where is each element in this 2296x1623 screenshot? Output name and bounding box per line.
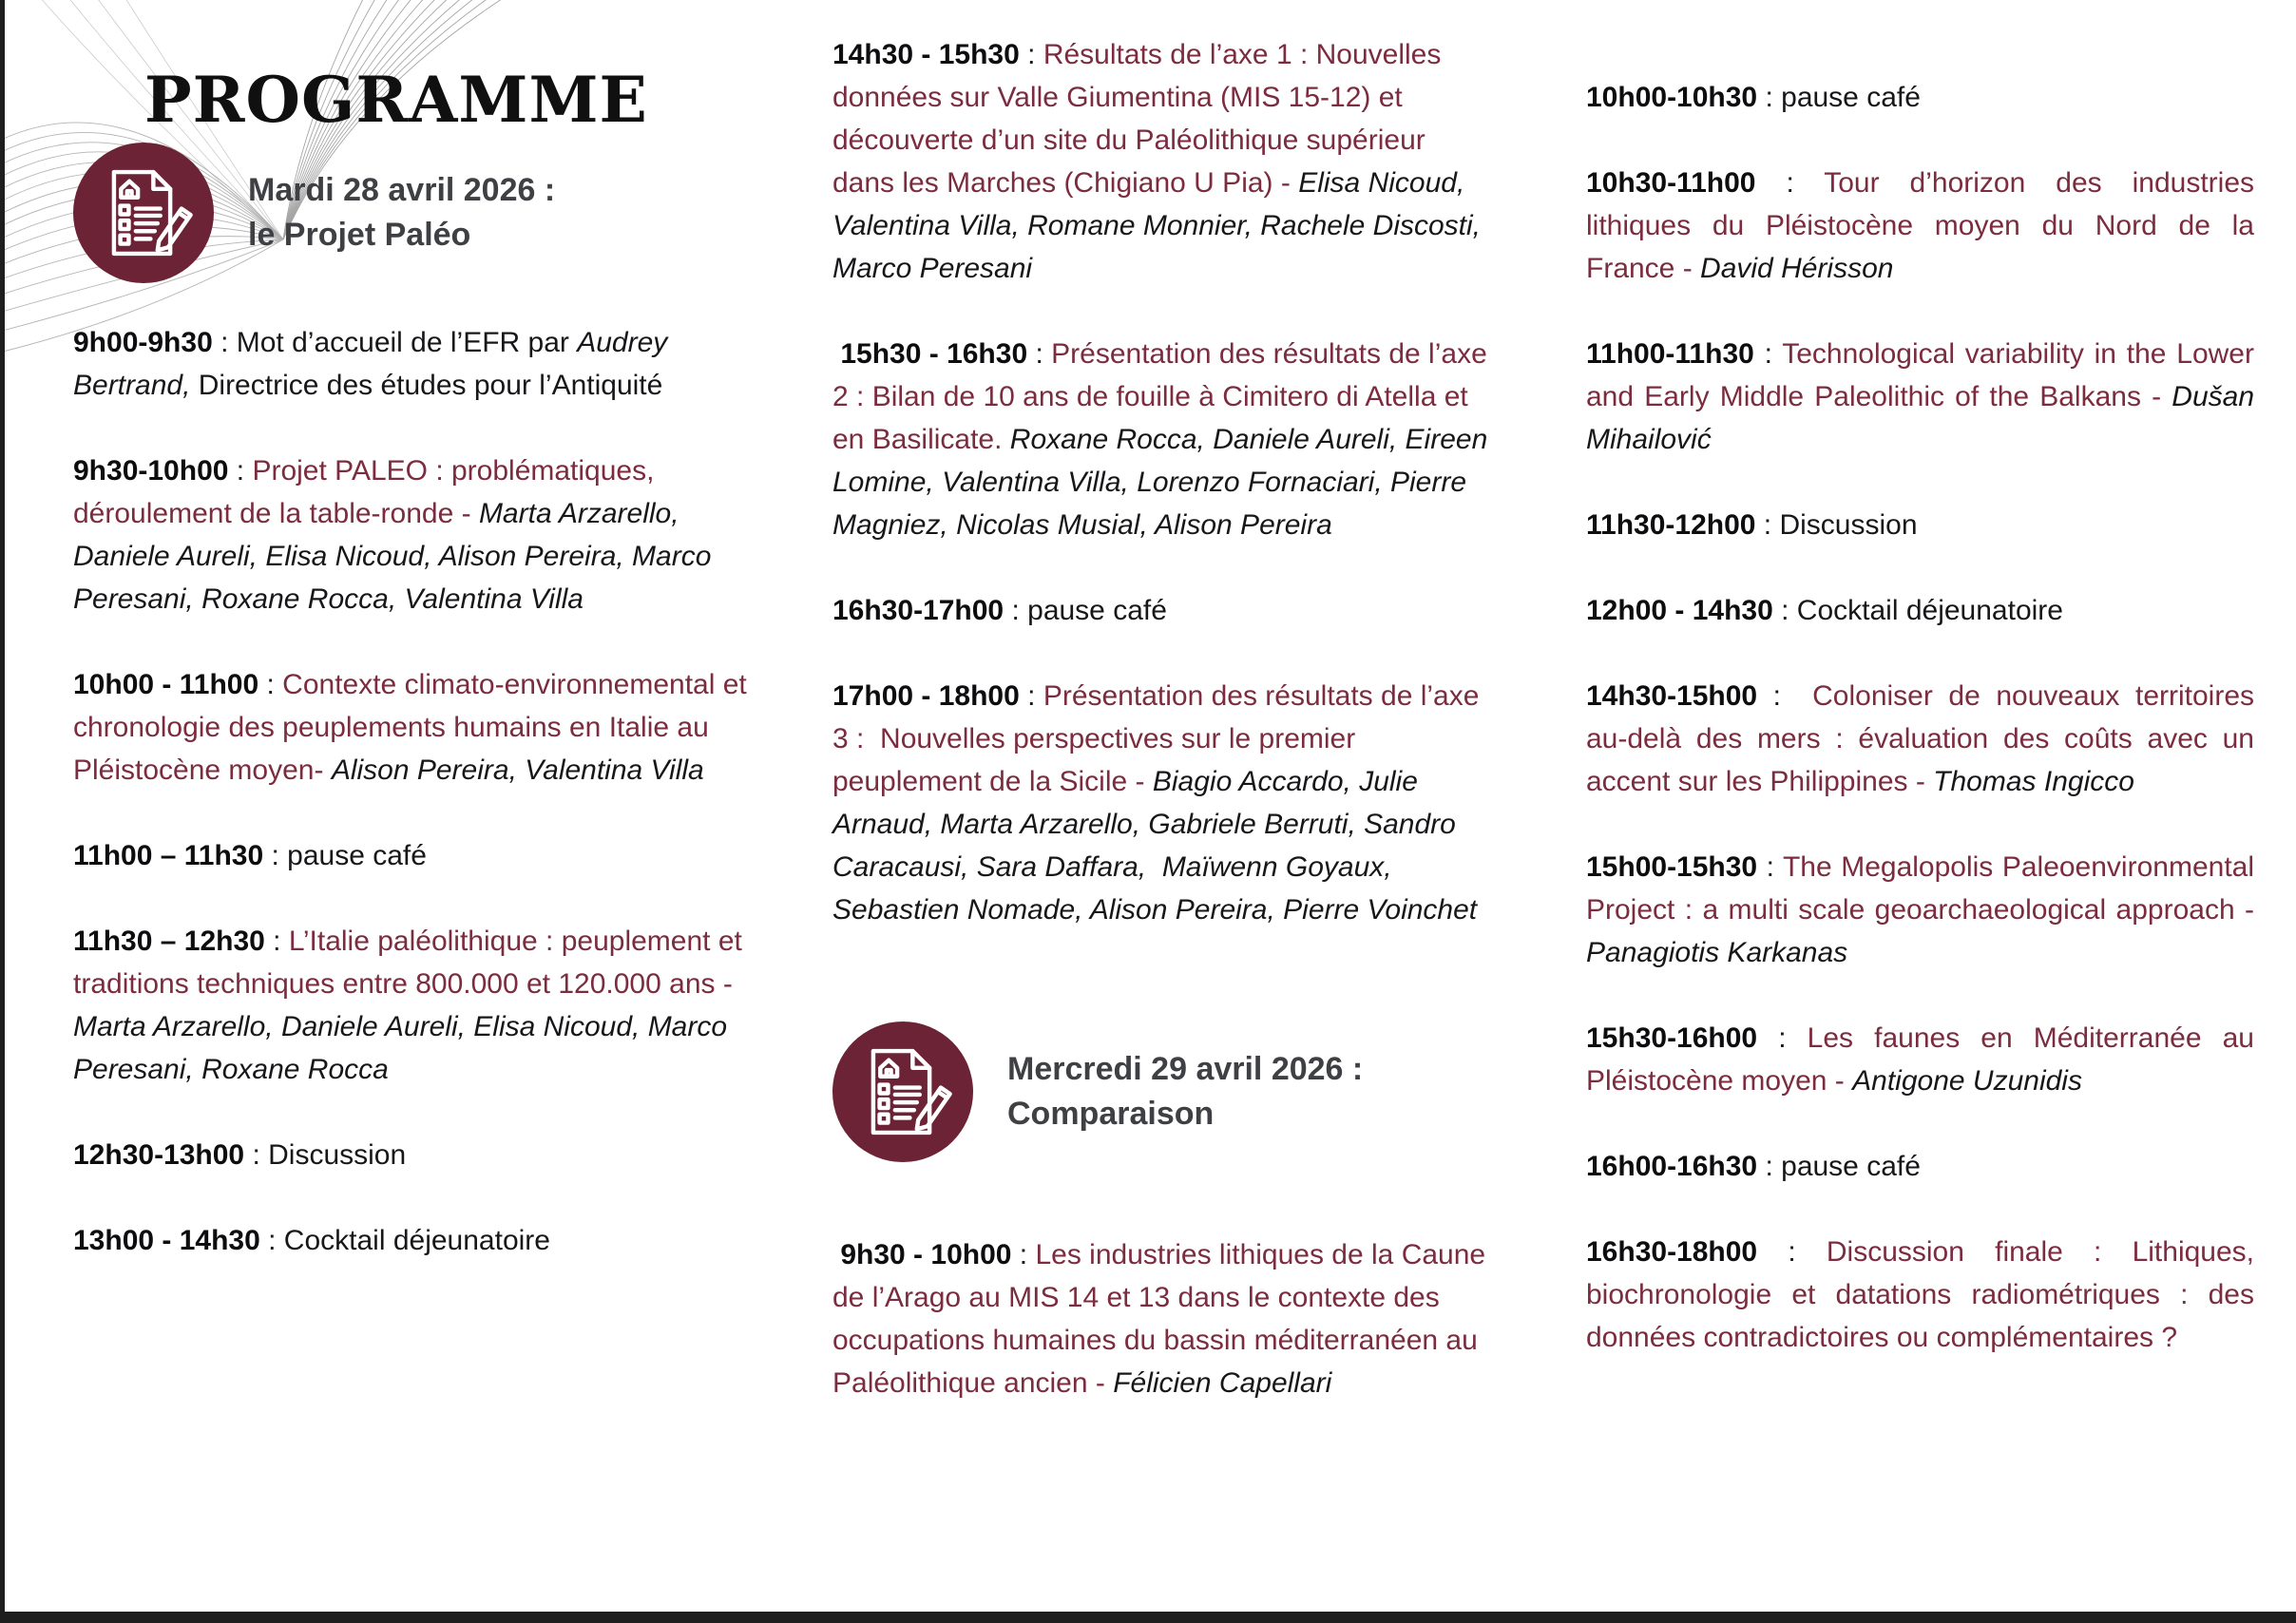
session-topic: Présentation des résultats de l’axe 2 : Bilan de 10 ans de fouille à Cimitero di Atella et en Basilicate.: [832, 338, 1496, 455]
session-time: 11h30 – 12h30: [73, 926, 265, 957]
session-block: [73, 1134, 760, 1176]
session-time: 10h30-11h00: [1586, 167, 1756, 199]
sessions-col2-morning: [832, 33, 1496, 931]
session-block: [73, 834, 760, 877]
session-speakers: Thomas Ingicco: [1933, 766, 2134, 797]
session-text: :: [1757, 1236, 1827, 1268]
session-time: 9h30 - 10h00: [832, 1239, 1012, 1270]
sessions-col1: [73, 321, 760, 1262]
session-time: 9h30-10h00: [73, 455, 229, 487]
session-block: [1586, 333, 2263, 461]
session-block: [832, 589, 1492, 632]
day-header-mercredi: [832, 1022, 1492, 1162]
session-topic: Présentation des résultats de l’axe 3 : Nouvelles perspectives sur le premier peuplement de la Sicile -: [832, 680, 1487, 797]
session-time: 11h30-12h00: [1586, 509, 1756, 541]
session-topic: Les industries lithiques de la Caune de l’Arago au MIS 14 et 13 dans le contexte des occupations humaines du bassin méditerranéen au Paléolithique ancien -: [832, 1239, 1494, 1399]
session-text: :: [1019, 680, 1043, 712]
session-block: [1586, 1017, 2263, 1102]
session-block: [73, 449, 760, 621]
session-block: [832, 333, 1496, 546]
session-text: :: [1757, 851, 1783, 883]
session-block: [1586, 846, 2263, 974]
session-text: : pause café: [1757, 1151, 1921, 1182]
session-block: [832, 33, 1492, 290]
session-speakers: Elisa Nicoud, Valentina Villa, Romane Monnier, Rachele Discosti, Marco Peresani: [832, 167, 1489, 284]
session-speakers: Marta Arzarello, Daniele Aureli, Elisa Nicoud, Alison Pereira, Marco Peresani, Roxane Rocca, Valentina Villa: [73, 498, 719, 615]
session-block: [832, 675, 1492, 931]
session-speakers: Panagiotis Karkanas: [1586, 937, 1848, 968]
day-title-line1: Mardi 28 avril 2026 :: [248, 172, 556, 208]
session-topic: The Megalopolis Paleoenvironmental Project : a multi scale geoarchaeological approach -: [1586, 851, 2263, 926]
session-block: [73, 1219, 760, 1262]
session-time: 16h30-18h00: [1586, 1236, 1758, 1268]
session-text: : Cocktail déjeunatoire: [259, 1225, 550, 1256]
session-time: 16h30-17h00: [832, 595, 1004, 626]
session-speakers: Dušan Mihailović: [1586, 381, 2263, 455]
session-block: [73, 321, 760, 407]
session-text: :: [228, 455, 253, 487]
column-2: [832, 0, 1496, 1447]
session-time: 15h30-16h00: [1586, 1022, 1758, 1054]
session-time: 13h00 - 14h30: [73, 1225, 260, 1256]
session-text: : pause café: [263, 840, 427, 871]
session-block: [73, 663, 760, 792]
sessions-col2-afternoon: [832, 1233, 1492, 1404]
session-time: 12h30-13h00: [73, 1139, 245, 1171]
session-text: Directrice des études pour l’Antiquité: [190, 370, 663, 401]
day-title-mardi: [248, 168, 555, 258]
session-time: 17h00 - 18h00: [832, 680, 1020, 712]
session-time: 16h00-16h30: [1586, 1151, 1758, 1182]
session-speakers: Alison Pereira, Valentina Villa: [331, 754, 704, 786]
session-text: : pause café: [1004, 595, 1167, 626]
session-time: 9h00-9h30: [73, 327, 213, 358]
session-time: 10h00 - 11h00: [73, 669, 259, 700]
session-block: [1586, 1145, 2254, 1188]
session-text: :: [1757, 1022, 1808, 1054]
session-topic: L’Italie paléolithique : peuplement et traditions techniques entre 800.000 et 120.000 ans -: [73, 926, 751, 1000]
session-text: : Discussion: [1755, 509, 1918, 541]
session-time: 14h30 - 15h30: [832, 39, 1020, 70]
session-block: [1586, 675, 2263, 803]
session-speakers: Marta Arzarello, Daniele Aureli, Elisa Nicoud, Marco Peresani, Roxane Rocca: [73, 1011, 736, 1085]
session-time: 11h00-11h30: [1586, 338, 1754, 370]
session-block: [1586, 589, 2254, 632]
session-time: 14h30-15h00: [1586, 680, 1758, 712]
session-time: 11h00 – 11h30: [73, 840, 264, 871]
sessions-col3: [1586, 76, 2263, 1359]
session-topic: Les faunes en Méditerranée au Pléistocène moyen -: [1586, 1022, 2263, 1097]
session-text: :: [258, 669, 283, 700]
session-speakers: Biagio Accardo, Julie Arnaud, Marta Arzarello, Gabriele Berruti, Sandro Caracausi, Sara Daffara, Maïwenn Goyaux, Sebastien Nomade, Alison Pereira, Pierre Voinchet: [832, 766, 1478, 926]
day-header-mardi: [73, 143, 760, 283]
session-speakers: Félicien Capellari: [1113, 1367, 1332, 1399]
session-text: :: [1011, 1239, 1036, 1270]
page-title: PROGRAMME: [144, 63, 648, 138]
session-topic: Tour d’horizon des industries lithiques du Pléistocène moyen du Nord de la France -: [1586, 167, 2263, 284]
day-title-line2: Comparaison: [1007, 1096, 1215, 1132]
session-text: :: [1753, 338, 1783, 370]
session-time: 15h00-15h30: [1586, 851, 1758, 883]
day-title-line1: Mercredi 29 avril 2026 :: [1007, 1051, 1364, 1087]
session-speakers: David Hérisson: [1700, 253, 1894, 284]
window-left-border: [0, 0, 5, 1623]
checklist-pencil-icon: [832, 1022, 973, 1162]
window-bottom-border: [0, 1612, 2296, 1623]
column-1: [73, 0, 760, 1305]
session-speakers: Antigone Uzunidis: [1852, 1065, 2082, 1097]
session-block: [1586, 504, 2254, 546]
session-text: : Cocktail déjeunatoire: [1772, 595, 2063, 626]
session-topic: Contexte climato-environnemental et chronologie des peuplements humains en Italie au Pléistocène moyen-: [73, 669, 756, 786]
session-text: : Mot d’accueil de l’EFR par: [212, 327, 578, 358]
session-topic: Coloniser de nouveaux territoires au-delà des mers : évaluation des coûts avec un accent sur les Philippines -: [1586, 680, 2263, 797]
day-title-line2: le Projet Paléo: [248, 217, 471, 253]
session-time: 12h00 - 14h30: [1586, 595, 1773, 626]
checklist-pencil-icon: [73, 143, 214, 283]
session-block: [832, 1233, 1492, 1404]
session-time: 10h00-10h30: [1586, 82, 1758, 113]
session-text: :: [264, 926, 289, 957]
session-time: 15h30 - 16h30: [832, 338, 1028, 370]
session-text: :: [1027, 338, 1052, 370]
day-title-mercredi: [1007, 1047, 1363, 1136]
session-text: :: [1019, 39, 1043, 70]
session-block: [73, 920, 760, 1091]
column-3: [1586, 0, 2263, 1402]
session-text: :: [1757, 680, 1813, 712]
session-text: : Discussion: [244, 1139, 407, 1171]
session-topic: Résultats de l’axe 1 : Nouvelles données sur Valle Giumentina (MIS 15-12) et découverte d’un site du Paléolithique supérieur dans les Marches (Chigiano U Pia) -: [832, 39, 1449, 199]
session-topic: Discussion finale : Lithiques, biochronologie et datations radiométriques : des données contradictoires ou complémentaires ?: [1586, 1236, 2263, 1353]
session-speakers: Audrey Bertrand,: [73, 327, 676, 401]
session-block: [1586, 76, 2254, 119]
session-topic: Technological variability in the Lower and Early Middle Paleolithic of the Balkans -: [1586, 338, 2263, 412]
session-speakers: Roxane Rocca, Daniele Aureli, Eireen Lomine, Valentina Villa, Lorenzo Fornaciari, Pierre Magniez, Nicolas Musial, Alison Pereira: [832, 424, 1496, 541]
session-block: [1586, 162, 2263, 290]
session-text: :: [1755, 167, 1825, 199]
session-text: : pause café: [1757, 82, 1921, 113]
session-block: [1586, 1231, 2263, 1359]
session-topic: Projet PALEO : problématiques, déroulement de la table-ronde -: [73, 455, 662, 529]
